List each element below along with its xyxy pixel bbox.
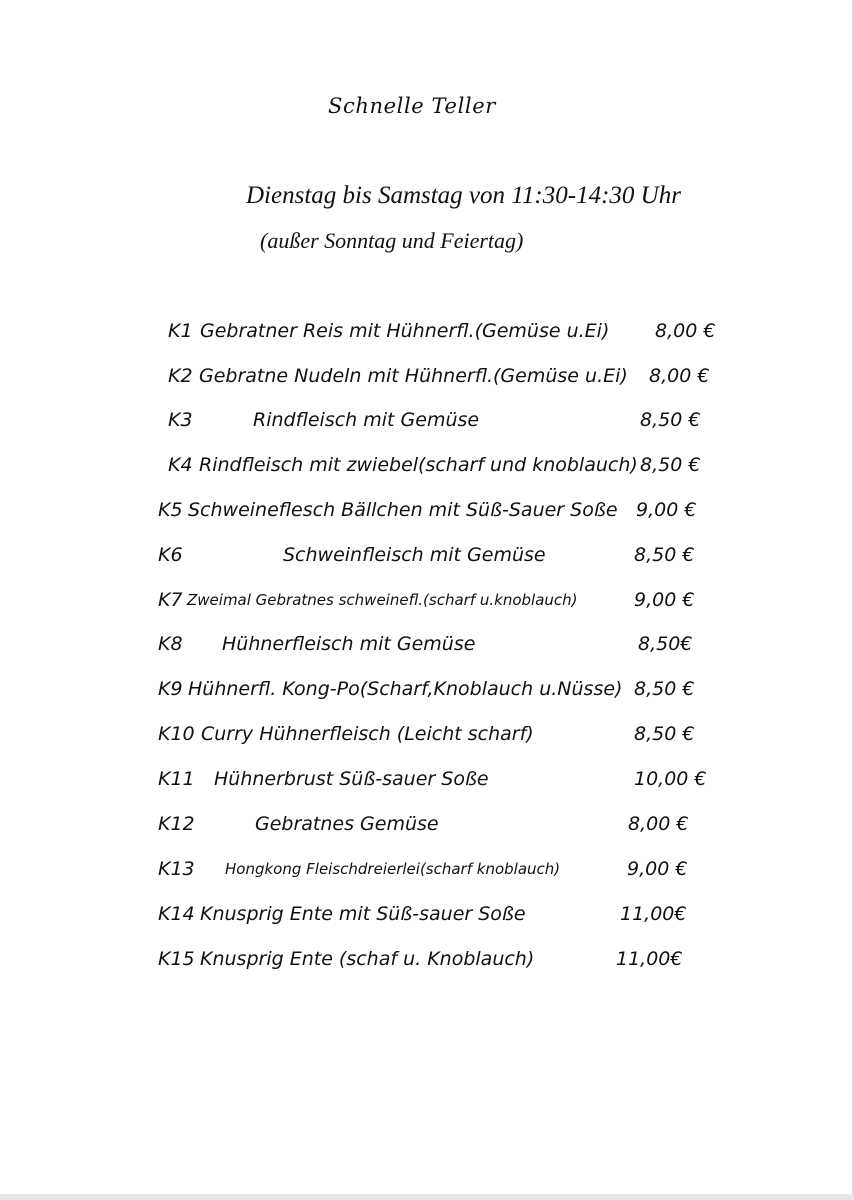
item-price: 8,50 € <box>640 454 701 476</box>
menu-item <box>158 674 718 704</box>
item-description: Hongkong Fleischdreierlei(scharf knoblauch) <box>225 860 561 878</box>
item-price: 11,00€ <box>620 903 687 925</box>
menu-item <box>168 361 728 391</box>
menu-item <box>158 719 718 749</box>
item-price: 8,50€ <box>638 633 693 655</box>
item-description: Gebratnes Gemüse <box>255 813 439 835</box>
item-code: K9 <box>158 678 183 700</box>
item-description: Knusprig Ente mit Süß-sauer Soße <box>200 903 526 925</box>
item-price: 8,50 € <box>634 544 695 566</box>
item-description: Rindfleisch mit Gemüse <box>253 409 480 431</box>
item-code: K15 <box>158 948 195 970</box>
item-code: K8 <box>158 633 183 655</box>
item-description: Schweineflesch Bällchen mit Süß-Sauer Soße <box>188 499 618 521</box>
menu-item <box>158 585 718 615</box>
item-code: K14 <box>158 903 195 925</box>
item-description: Schweinfleisch mit Gemüse <box>283 544 546 566</box>
item-code: K5 <box>158 499 183 521</box>
item-price: 9,00 € <box>634 589 695 611</box>
menu-item <box>158 899 718 929</box>
closing-exception: (außer Sonntag und Feiertag) <box>260 228 524 253</box>
item-price: 9,00 € <box>636 499 697 521</box>
item-description: Hühnerfleisch mit Gemüse <box>222 633 476 655</box>
item-description: Curry Hühnerfleisch (Leicht scharf) <box>201 723 534 745</box>
item-price: 8,00 € <box>649 365 710 387</box>
item-price: 9,00 € <box>627 858 688 880</box>
item-description: Knusprig Ente (schaf u. Knoblauch) <box>200 948 535 970</box>
menu-item <box>158 629 718 659</box>
item-code: K10 <box>158 723 195 745</box>
item-code: K13 <box>158 858 195 880</box>
item-price: 10,00 € <box>634 768 707 790</box>
page-edge-bottom <box>0 1194 854 1200</box>
item-price: 8,50 € <box>634 678 695 700</box>
item-code: K11 <box>158 768 195 790</box>
item-code: K7 <box>158 589 183 611</box>
menu-item <box>158 764 718 794</box>
menu-item <box>158 854 718 884</box>
item-description: Rindfleisch mit zwiebel(scharf und knoblauch) <box>199 454 638 476</box>
menu-item <box>158 809 718 839</box>
item-description: Gebratne Nudeln mit Hühnerfl.(Gemüse u.Ei) <box>199 365 628 387</box>
item-price: 8,00 € <box>655 320 716 342</box>
item-code: K6 <box>158 544 183 566</box>
menu-item <box>158 540 718 570</box>
item-code: K1 <box>168 320 193 342</box>
item-price: 8,00 € <box>628 813 689 835</box>
item-code: K3 <box>168 409 193 431</box>
menu-item <box>168 450 728 480</box>
menu-item <box>158 944 718 974</box>
item-code: K2 <box>168 365 193 387</box>
item-description: Hühnerfl. Kong-Po(Scharf,Knoblauch u.Nüsse) <box>188 678 623 700</box>
item-code: K4 <box>168 454 193 476</box>
menu-item <box>158 495 718 525</box>
item-description: Hühnerbrust Süß-sauer Soße <box>214 768 489 790</box>
item-price: 8,50 € <box>634 723 695 745</box>
menu-item <box>168 405 728 435</box>
item-code: K12 <box>158 813 195 835</box>
item-price: 8,50 € <box>640 409 701 431</box>
item-price: 11,00€ <box>616 948 683 970</box>
menu-item <box>168 316 728 346</box>
opening-hours: Dienstag bis Samstag von 11:30-14:30 Uhr <box>246 182 681 209</box>
menu-title: Schnelle Teller <box>328 94 496 118</box>
item-description: Gebratner Reis mit Hühnerfl.(Gemüse u.Ei) <box>200 320 610 342</box>
item-description: Zweimal Gebratnes schweinefl.(scharf u.knoblauch) <box>187 591 578 609</box>
